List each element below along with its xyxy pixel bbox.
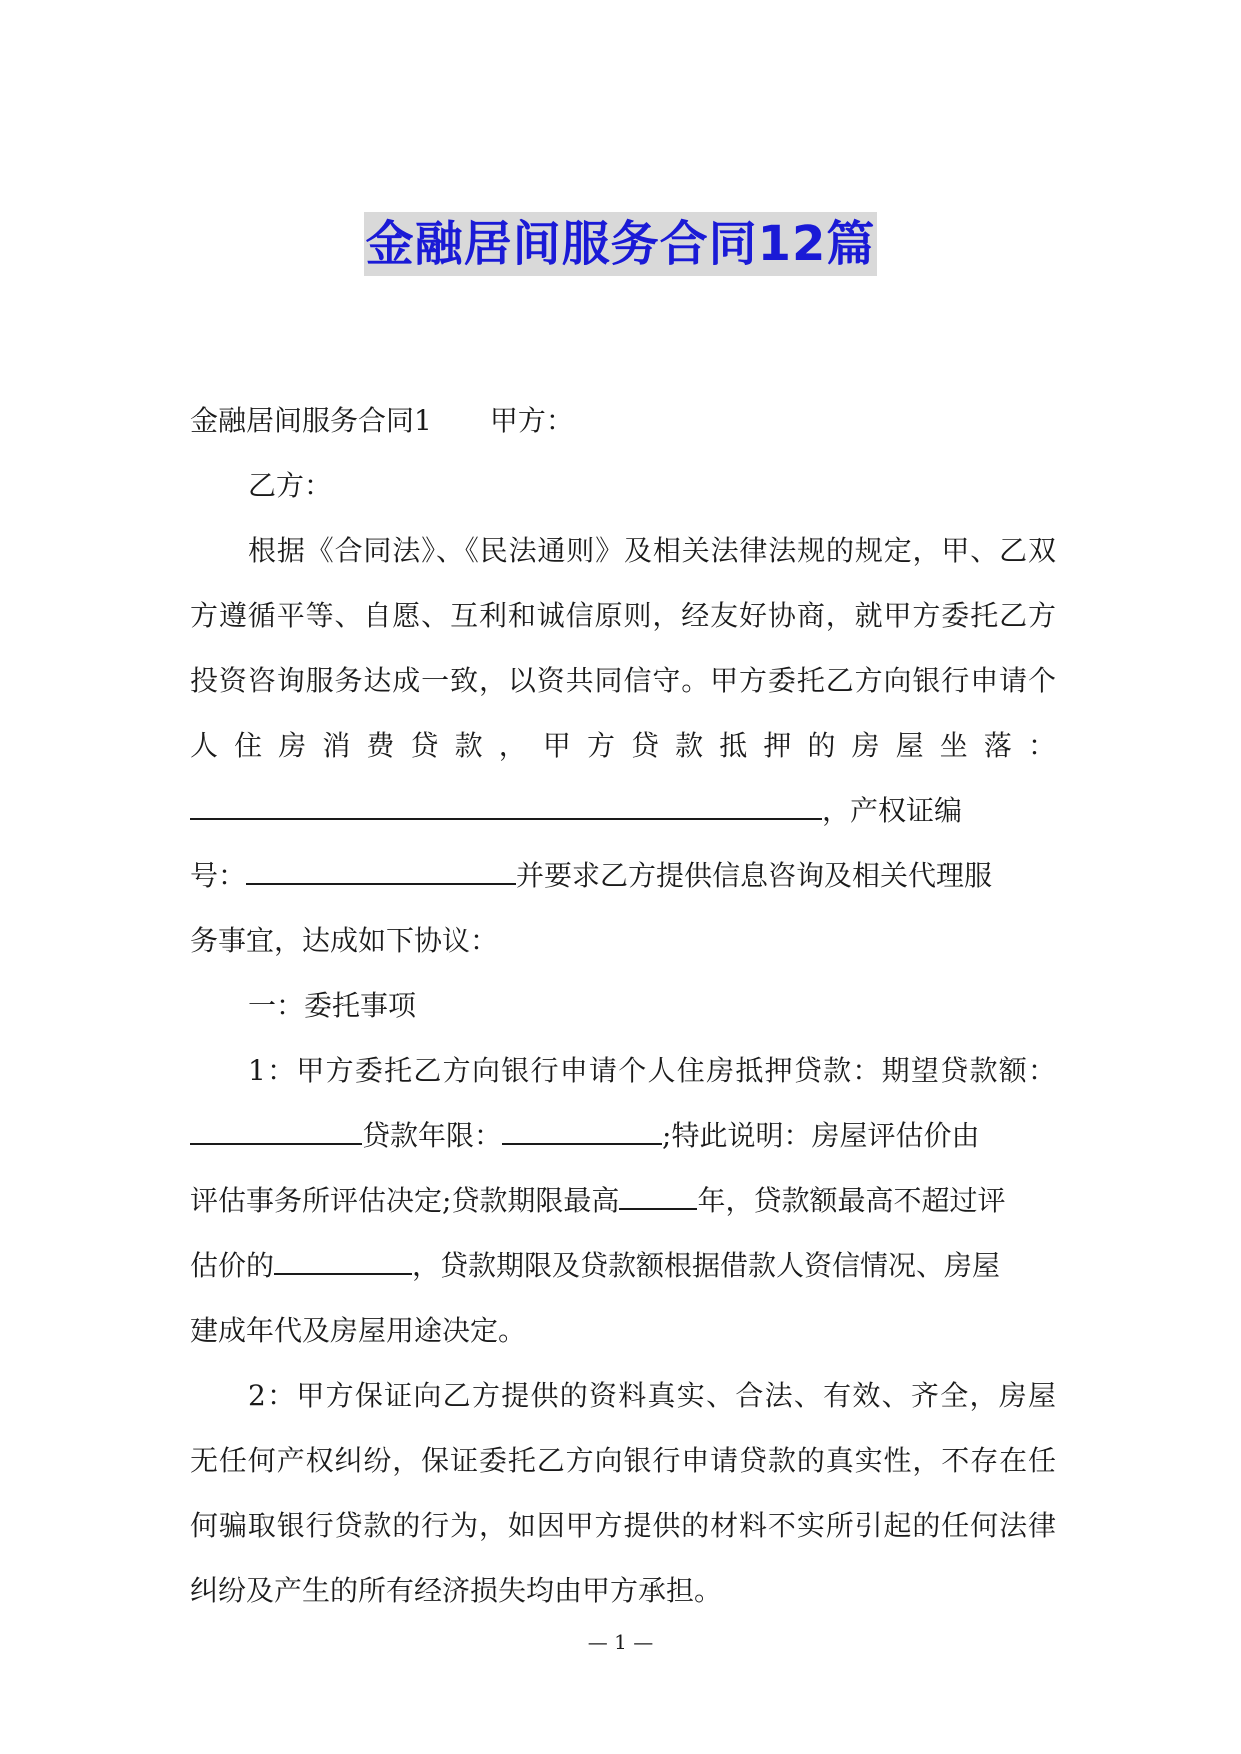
valuation-percent-blank: [274, 1243, 412, 1275]
contract-number-label: 金融居间服务合同1: [190, 404, 432, 437]
paragraph-line: 人住房消费贷款，甲方贷款抵押的房屋坐落：: [190, 729, 1056, 762]
paragraph-line: 建成年代及房屋用途决定。: [190, 1314, 527, 1347]
paragraph-line: 何骗取银行贷款的行为，如因甲方提供的材料不实所引起的任何法律: [190, 1509, 1056, 1542]
paragraph-text: 评估事务所评估决定;贷款期限最高: [190, 1184, 620, 1217]
max-term-line: [190, 1168, 1056, 1233]
clause-2: [190, 1363, 1056, 1623]
certificate-number-blank: [246, 853, 516, 885]
property-location-line: [190, 778, 1056, 843]
paragraph-text: 贷款年限：: [362, 1119, 503, 1152]
paragraph-text: 年，贷款额最高不超过评: [697, 1184, 1006, 1217]
loan-amount-blank: [190, 1113, 362, 1145]
paragraph-line: 纠纷及产生的所有经济损失均由甲方承担。: [190, 1574, 723, 1607]
paragraph-line: 投资咨询服务达成一致，以资共同信守。甲方委托乙方向银行申请个: [190, 664, 1056, 697]
paragraph-line: 1：甲方委托乙方向银行申请个人住房抵押贷款：期望贷款额：: [248, 1054, 1056, 1087]
paragraph-text: ，产权证编: [822, 794, 963, 827]
paragraph-line: 2：甲方保证向乙方提供的资料真实、合法、有效、齐全，房屋: [248, 1379, 1056, 1412]
paragraph-text: 估价的: [190, 1249, 275, 1282]
contract-heading-line: [190, 388, 1056, 453]
paragraph-text: ;特此说明：房屋评估价由: [662, 1119, 980, 1152]
paragraph-line: 根据《合同法》、《民法通则》及相关法律法规的规定，甲、乙双: [248, 534, 1056, 567]
title-container: [0, 212, 1241, 276]
document-title: 金融居间服务合同12篇: [364, 212, 878, 276]
certificate-number-line: [190, 843, 1056, 908]
paragraph-text: 并要求乙方提供信息咨询及相关代理服: [516, 859, 993, 892]
paragraph-line: 无任何产权纠纷，保证委托乙方向银行申请贷款的真实性，不存在任: [190, 1444, 1056, 1477]
paragraph-line: 方遵循平等、自愿、互利和诚信原则，经友好协商，就甲方委托乙方: [190, 599, 1056, 632]
preamble-paragraph: [190, 518, 1056, 973]
document-body: [190, 388, 1056, 1623]
loan-term-blank: [502, 1113, 662, 1145]
party-a-label: 甲方：: [489, 404, 574, 437]
loan-terms-line: [190, 1103, 1056, 1168]
section-heading: 一：委托事项: [248, 989, 417, 1022]
max-years-blank: [619, 1178, 697, 1210]
valuation-line: [190, 1233, 1056, 1298]
paragraph-line: 务事宜，达成如下协议：: [190, 924, 499, 957]
party-b-label: 乙方：: [248, 469, 333, 502]
property-location-blank: [190, 788, 822, 820]
clause-1: [190, 1038, 1056, 1363]
paragraph-text: ，贷款期限及贷款额根据借款人资信情况、房屋: [412, 1249, 1001, 1282]
page-number: — 1 —: [587, 1630, 654, 1654]
paragraph-text: 号：: [190, 859, 247, 892]
